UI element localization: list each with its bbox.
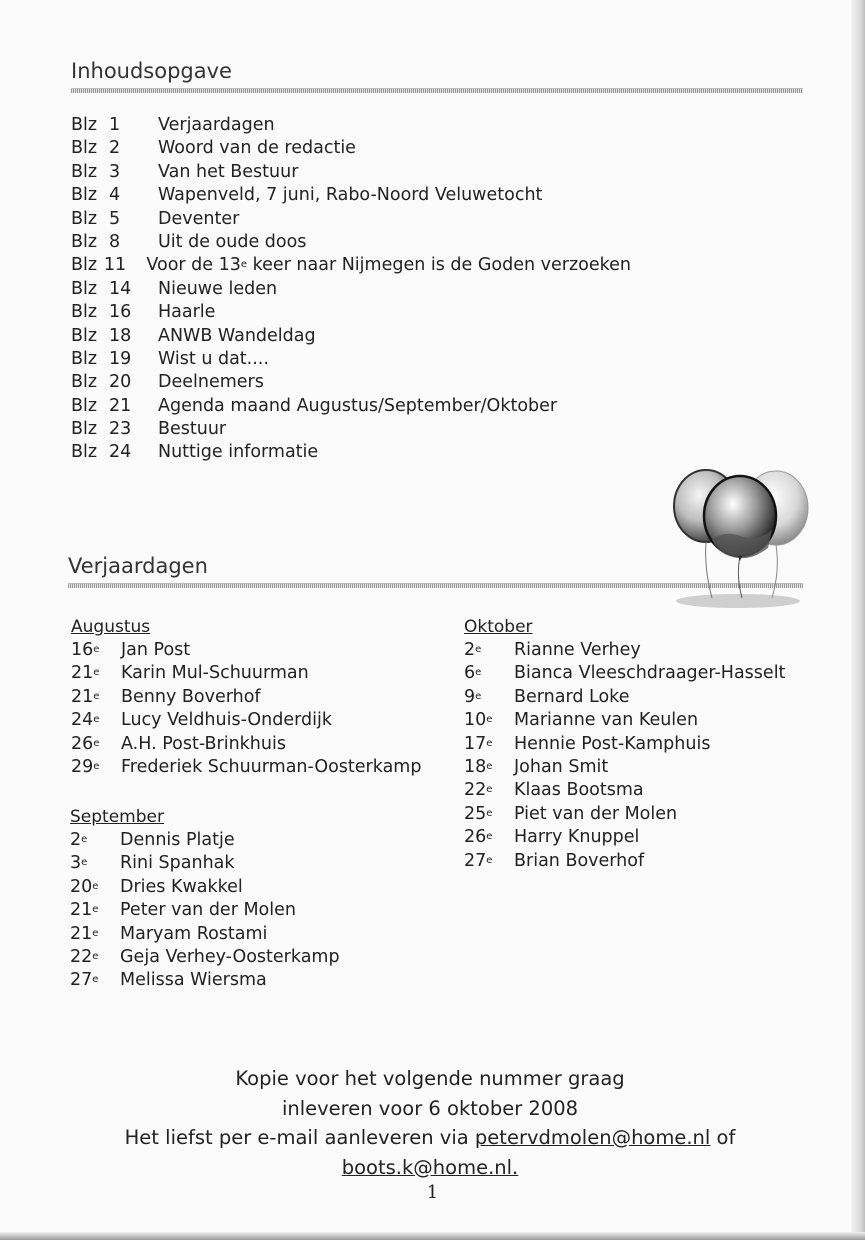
birthday-date [71, 709, 121, 732]
ordinal-suffix: e [486, 854, 493, 866]
birthday-name: Peter van der Molen [120, 900, 296, 921]
birthday-entry [464, 733, 785, 756]
toc-item-title-part: keer naar Nijmegen is de Goden verzoeken [247, 255, 631, 276]
toc-item-title: Wapenveld, 7 juni, Rabo-Noord Veluwetocht [158, 185, 543, 206]
page-edge-shadow [851, 0, 865, 1240]
birthday-day: 10 [464, 710, 487, 731]
birthday-name: Benny Boverhof [121, 686, 261, 707]
toc-blz-label: Blz [71, 348, 98, 369]
birthday-name: Johan Smit [514, 757, 609, 778]
birthday-name: Geja Verhey-Oosterkamp [120, 947, 340, 968]
page-number: 1 [426, 1182, 439, 1203]
birthday-name: Klaas Bootsma [514, 780, 644, 801]
toc-item-title: Bestuur [158, 419, 227, 440]
toc-page-number: 20 [109, 372, 132, 393]
birthday-entry [71, 709, 421, 732]
toc-page-number: 2 [109, 138, 121, 159]
toc-page-number: 8 [109, 231, 121, 252]
toc-item-title: Agenda maand Augustus/September/Oktober [158, 395, 558, 416]
birthday-name: A.H. Post-Brinkhuis [121, 733, 286, 754]
birthday-date [70, 852, 120, 875]
email-link-peter[interactable]: petervdmolen@home.nl [474, 1126, 711, 1149]
ordinal-suffix: e [93, 714, 100, 726]
birthday-name: Lucy Veldhuis-Onderdijk [121, 710, 332, 731]
ordinal-suffix: e [486, 761, 493, 773]
birthday-date [71, 733, 121, 756]
birthday-date [464, 803, 514, 826]
toc-blz-label: Blz [71, 419, 98, 440]
toc-item-title [146, 254, 631, 277]
birthday-entry [71, 639, 421, 662]
month-title-augustus: Augustus [71, 617, 151, 637]
birthday-date [464, 826, 514, 849]
birthday-day: 25 [464, 803, 487, 824]
birthday-entry [70, 829, 340, 852]
birthday-entry [464, 639, 785, 662]
birthday-day: 3 [70, 853, 82, 874]
toc-blz-label: Blz [71, 138, 98, 159]
birthday-name: Frederiek Schuurman-Oosterkamp [121, 757, 422, 778]
toc-item [71, 137, 631, 160]
ordinal-suffix: e [93, 690, 100, 702]
toc-item [71, 161, 631, 184]
toc-item-title: Deelnemers [158, 372, 264, 393]
page-edge-bottom-shadow [0, 1232, 865, 1240]
toc-item [71, 208, 631, 231]
birthday-date [70, 829, 120, 852]
ordinal-suffix: e [93, 737, 100, 749]
ordinal-suffix: e [92, 880, 99, 892]
birthday-date [464, 850, 514, 873]
ordinal-suffix: e [81, 857, 88, 869]
birthday-name: Dries Kwakkel [120, 876, 243, 897]
birthday-day: 26 [464, 827, 487, 848]
toc-page-number: 18 [109, 325, 132, 346]
toc-blz-label: Blz [71, 231, 98, 252]
birthday-day: 16 [71, 640, 94, 660]
birthday-date [70, 876, 120, 899]
birthday-entry [70, 946, 340, 969]
birthday-list-oktober [464, 639, 785, 873]
birthday-date [464, 779, 514, 802]
note-line-3-prefix: Het liefst per e-mail aanleveren via [124, 1126, 475, 1149]
toc-blz-label: Blz [71, 325, 98, 346]
toc-page-number: 23 [109, 419, 132, 440]
birthday-date [464, 733, 514, 756]
toc-item-title: Deventer [158, 208, 240, 229]
birthday-date [71, 639, 121, 662]
toc-item-title: ANWB Wandeldag [158, 325, 316, 346]
toc-item [71, 418, 631, 441]
toc-item [71, 395, 631, 418]
toc-blz-label: Blz [71, 161, 98, 182]
note-line-4 [40, 1153, 820, 1183]
birthday-day: 21 [70, 923, 93, 944]
birthday-list-september [70, 829, 340, 993]
toc-item-title-part: Voor de 13 [146, 255, 241, 276]
birthday-day: 24 [71, 710, 94, 731]
toc-blz-label: Blz [71, 442, 98, 463]
toc-blz-label: Blz [71, 185, 98, 206]
birthday-entry [71, 686, 421, 709]
toc-blz-label: Blz [71, 208, 98, 229]
note-line-3-suffix: of [710, 1126, 736, 1149]
toc-page-number: 3 [109, 161, 121, 182]
birthday-day: 21 [70, 900, 93, 921]
ordinal-suffix: e [475, 667, 482, 679]
birthday-name: Bernard Loke [514, 686, 630, 707]
toc-page-number: 21 [109, 395, 132, 416]
birthday-name: Hennie Post-Kamphuis [514, 733, 711, 754]
toc-item [71, 301, 631, 324]
birthday-date [464, 662, 514, 685]
birthday-entry [464, 826, 785, 849]
birthday-name: Jan Post [121, 640, 191, 660]
birthday-entry [71, 733, 421, 756]
toc-blz-label: Blz [71, 302, 98, 323]
birthday-day: 22 [70, 947, 93, 968]
toc-blz-label: Blz [71, 395, 98, 416]
birthday-entry [70, 923, 340, 946]
toc-page-number: 14 [109, 278, 132, 299]
email-link-boots[interactable]: boots.k@home.nl. [341, 1155, 519, 1179]
toc-page-number: 5 [109, 208, 121, 229]
note-line-3 [40, 1123, 820, 1153]
ordinal-suffix: e [475, 644, 482, 655]
toc-item-title: Van het Bestuur [158, 161, 299, 182]
birthday-name: Melissa Wiersma [120, 970, 267, 991]
birthday-date [70, 899, 120, 922]
birthday-day: 20 [70, 876, 93, 897]
birthday-entry [71, 662, 421, 685]
ordinal-suffix: e [81, 834, 88, 845]
birthday-entry [464, 686, 785, 709]
birthday-entry [70, 876, 340, 899]
birthday-date [71, 756, 121, 779]
birthday-date [464, 686, 514, 709]
toc-item [71, 231, 631, 254]
ordinal-suffix: e [92, 904, 99, 916]
ordinal-suffix: e [486, 807, 493, 819]
submission-note [40, 1064, 820, 1182]
toc-blz-label: Blz [71, 278, 98, 299]
birthday-day: 2 [464, 640, 476, 660]
ordinal-suffix: e [240, 259, 248, 271]
toc-title: Inhoudsopgave [71, 59, 232, 83]
birthday-entry [70, 899, 340, 922]
birthday-name: Brian Boverhof [514, 850, 645, 871]
birthday-day: 2 [70, 830, 82, 850]
toc-item-title: Nuttige informatie [158, 442, 319, 463]
toc-item [71, 371, 631, 394]
birthday-day: 17 [464, 733, 487, 754]
birthday-day: 6 [464, 663, 476, 684]
toc-item-title: Verjaardagen [158, 115, 275, 135]
birthday-date [70, 969, 120, 992]
birthday-day: 21 [71, 663, 94, 684]
birthday-date [70, 923, 120, 946]
month-title-oktober: Oktober [464, 617, 533, 637]
birthday-name: Karin Mul-Schuurman [121, 663, 309, 684]
toc-page-number: 1 [109, 115, 121, 135]
birthday-date [70, 946, 120, 969]
birthday-name: Marianne van Keulen [514, 710, 699, 731]
ordinal-suffix: e [92, 951, 99, 963]
toc-list [71, 114, 631, 465]
toc-item [71, 348, 631, 371]
birthday-name: Piet van der Molen [514, 803, 678, 824]
birthday-entry [70, 969, 340, 992]
toc-blz-label: Blz [71, 255, 98, 276]
birthday-name: Bianca Vleeschdraager-Hasselt [514, 663, 786, 684]
birthdays-oktober [464, 616, 785, 873]
toc-item-title: Uit de oude doos [158, 231, 307, 252]
ordinal-suffix: e [92, 974, 99, 986]
ordinal-suffix: e [486, 784, 493, 796]
birthday-entry [71, 756, 421, 779]
ordinal-suffix: e [93, 761, 100, 773]
ordinal-suffix: e [486, 714, 493, 726]
birthday-name: Rini Spanhak [120, 853, 235, 874]
toc-item-title: Woord van de redactie [158, 138, 356, 159]
toc-item [71, 114, 631, 137]
toc-item-title: Wist u dat.... [158, 348, 269, 369]
birthdays-augustus [71, 616, 421, 779]
toc-page-number: 24 [109, 442, 132, 463]
birthday-entry [464, 709, 785, 732]
toc-page-number: 4 [109, 185, 121, 206]
ordinal-suffix: e [475, 690, 482, 702]
birthday-name: Harry Knuppel [514, 827, 640, 848]
birthday-date [464, 756, 514, 779]
toc-item-title: Nieuwe leden [158, 278, 278, 299]
toc-page-number: 19 [109, 348, 132, 369]
note-line-2: inleveren voor 6 oktober 2008 [281, 1096, 579, 1120]
birthday-date [464, 709, 514, 732]
note-line-1: Kopie voor het volgende nummer graag [235, 1067, 625, 1090]
birthday-day: 9 [464, 686, 476, 707]
birthday-entry [464, 850, 785, 873]
toc-page-number: 11 [103, 255, 127, 276]
birthday-entry [464, 779, 785, 802]
birthday-date [71, 662, 121, 685]
ordinal-suffix: e [92, 927, 99, 939]
ordinal-suffix: e [486, 831, 493, 843]
toc-item [71, 254, 631, 277]
birthday-day: 21 [71, 686, 94, 707]
birthday-day: 26 [71, 733, 94, 754]
toc-title-rule [71, 88, 803, 93]
ordinal-suffix: e [93, 644, 100, 655]
birthday-day: 29 [71, 757, 94, 778]
birthday-name: Rianne Verhey [514, 640, 641, 660]
birthday-entry [70, 852, 340, 875]
birthday-list-augustus [71, 639, 421, 779]
ordinal-suffix: e [486, 737, 493, 749]
birthdays-september [70, 806, 340, 993]
birthday-name: Dennis Platje [120, 830, 235, 850]
balloons-icon [668, 468, 813, 608]
birthdays-title: Verjaardagen [68, 554, 208, 578]
birthday-date [71, 686, 121, 709]
birthday-day: 22 [464, 780, 487, 801]
toc-item [71, 184, 631, 207]
toc-blz-label: Blz [71, 372, 98, 393]
birthday-date [464, 639, 514, 662]
birthday-entry [464, 662, 785, 685]
toc-item-title: Haarle [158, 302, 216, 323]
toc-blz-label: Blz [71, 115, 98, 135]
birthday-entry [464, 756, 785, 779]
toc-item [71, 325, 631, 348]
birthday-day: 18 [464, 757, 487, 778]
month-title-september: September [70, 807, 164, 827]
ordinal-suffix: e [93, 667, 100, 679]
toc-page-number: 16 [109, 302, 132, 323]
birthday-day: 27 [464, 850, 487, 871]
birthday-entry [464, 803, 785, 826]
toc-item [71, 441, 631, 464]
birthday-day: 27 [70, 970, 93, 991]
toc-item [71, 278, 631, 301]
birthday-name: Maryam Rostami [120, 923, 268, 944]
